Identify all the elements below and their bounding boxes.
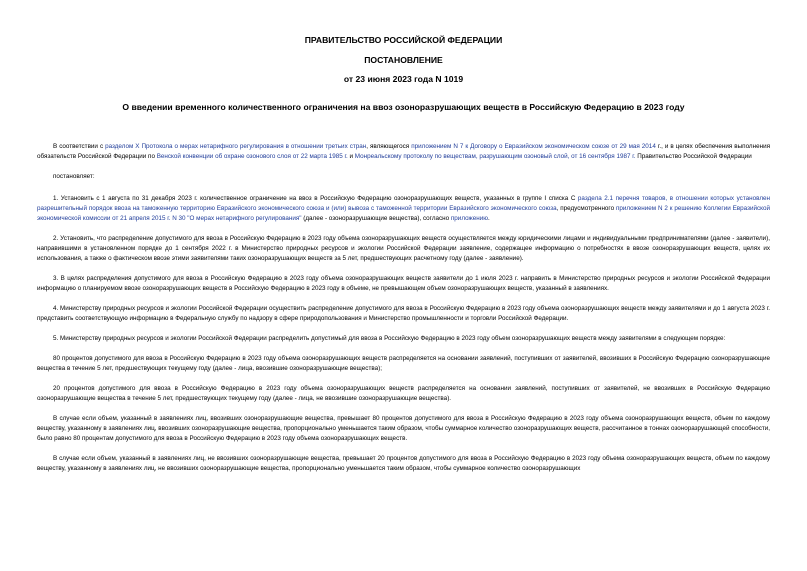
link-vienna-convention[interactable]: Венской конвенции об охране озонового слоя от 22 марта 1985 г. [156, 153, 348, 160]
link-annex-2-decision[interactable]: приложением N 2 к решению Коллегии Евразийской экономической комиссии от 21 апреля 2015 г. N 30 "О мерах нетарифного регулирования" [37, 205, 770, 222]
government-heading: ПРАВИТЕЛЬСТВО РОССИЙСКОЙ ФЕДЕРАЦИИ [304, 35, 503, 45]
paragraph-6: 80 процентов допустимого для ввоза в Российскую Федерацию в 2023 году объема озоноразрушающих веществ распределяется на основании заявлений, поступивших от заявителей, ввозивших в Российскую Федерацию озоноразрушающие вещества в течение 5 лет, предшествующих текущему году (далее - лица, ввозившие озоноразрушающие вещества); [37, 355, 770, 372]
paragraph-9: В случае если объем, указанный в заявлениях лиц, не ввозивших озоноразрушающие вещества, превышает 20 процентов допустимого для ввоза в Российскую Федерацию в 2023 году объема озоноразрушающих веществ, объем по каждому веществу, указанному в заявлениях лиц, не ввозивших озоноразрушающие вещества, пропорционально уменьшается таким образом, чтобы суммарное количество озоноразрушающих [37, 455, 770, 472]
paragraph-1 [37, 194, 770, 224]
link-annex-7-treaty[interactable]: приложением N 7 к Договору о Евразийском экономическом союзе от 29 мая 2014 [411, 143, 656, 150]
paragraph-7: 20 процентов допустимого для ввоза в Российскую Федерацию в 2023 году объема озоноразрушающих веществ распределяется на основании заявлений, поступивших от заявителей, не ввозивших в Российскую Федерацию озоноразрушающие вещества в течение 5 лет, предшествующих текущему году (далее - лица, не ввозившие озоноразрушающие вещества). [37, 385, 770, 402]
intro-text: , являющегося [366, 143, 412, 150]
paragraph-5: 5. Министерству природных ресурсов и экологии Российской Федерации распределить допустимый для ввоза в Российскую Федерацию в 2023 году объем озоноразрушающих веществ между заявителями в следующем порядке: [53, 335, 726, 342]
paragraph-3: 3. В целях распределения допустимого для ввоза в Российскую Федерацию в 2023 году объема озоноразрушающих веществ заявители до 1 июля 2023 г. направить в Министерство природных ресурсов и экологии Российской Федерации информацию о планируемом ввозе озоноразрушающих веществ в Российскую Федерацию в 2023 году в объеме, не превышающем объем озоноразрушающих веществ, указанный в заявлениях. [37, 275, 770, 292]
paragraph-text: . [487, 215, 490, 222]
document-type: ПОСТАНОВЛЕНИЕ [364, 55, 443, 65]
intro-text: и [347, 153, 355, 160]
document-title: О введении временного количественного ограничения на ввоз озоноразрушающих веществ в Российскую Федерацию в 2023 году [122, 102, 685, 112]
link-appendix[interactable]: приложению [450, 215, 488, 222]
document-body [37, 142, 770, 484]
intro-text: В соответствии с [53, 143, 106, 150]
decree-word: постановляет: [53, 173, 95, 180]
paragraph-8: В случае если объем, указанный в заявлениях лиц, ввозивших озоноразрушающие вещества, превышает 80 процентов допустимого для ввоза в Российскую Федерацию в 2023 году объема озоноразрушающих веществ, объем по каждому веществу, указанному в заявлениях лиц, ввозивших озоноразрушающие вещества, пропорционально уменьшается таким образом, чтобы суммарное количество озоноразрушающих веществ, рассчитанное в тоннах озоноразрушающей способности, было равно 80 процентам допустимого для ввоза в Российскую Федерацию в 2023 году объема озоноразрушающих веществ. [37, 415, 770, 442]
intro-text: Правительство Российской Федерации [635, 153, 752, 160]
paragraph-text: 1. Установить с 1 августа по 31 декабря 2023 г. количественное ограничение на ввоз в Российскую Федерацию озоноразрушающих веществ, указанных в группе I списка С [53, 195, 578, 202]
document-date-number: от 23 июня 2023 года N 1019 [343, 74, 464, 84]
intro-paragraph [37, 142, 770, 162]
link-montreal-protocol[interactable]: Монреальскому протоколу по веществам, разрушающим озоновый слой, от 16 сентября 1987 г. [354, 153, 636, 160]
paragraph-4: 4. Министерству природных ресурсов и экологии Российской Федерации осуществить распределение допустимого для ввоза в Российскую Федерацию в 2023 году объема озоноразрушающих веществ между заявителями и до 1 августа 2023 г. представить соответствующую информацию в Федеральную службу по надзору в сфере природопользования и Министерство промышленности и торговли Российской Федерации. [37, 305, 770, 322]
paragraph-2: 2. Установить, что распределение допустимого для ввоза в Российскую Федерацию в 2023 году объема озоноразрушающих веществ осуществляется между юридическими лицами и индивидуальными предпринимателями (далее - заявители), направившими в установленном порядке до 1 сентября 2022 г. в Министерство природных ресурсов и экологии Российской Федерации заявление, содержащее информацию о потребностях в ввозе озоноразрушающих веществ, целях их использования, а также о фактическом ввозе этими заявителями таких озоноразрушающих веществ за 5 лет, предшествующих расчетному году (далее - заявление). [37, 235, 770, 262]
link-protocol-section-x[interactable]: разделом X Протокола о мерах нетарифного регулирования в отношении третьих стран [105, 143, 367, 150]
link-section-2-1[interactable]: раздела 2.1 перечня товаров, в отношении которых установлен разрешительный порядок ввоза на таможенную территорию Евразийского экономического союза и (или) вывоза с таможенной территории Евразийского экономического союза [37, 195, 770, 212]
paragraph-text: (далее - озоноразрушающие вещества), согласно [301, 215, 451, 222]
intro-text: г., и в целях обеспечения выполнения обязательств Российской Федерации по [37, 143, 770, 160]
paragraph-text: , предусмотренного [556, 205, 616, 212]
